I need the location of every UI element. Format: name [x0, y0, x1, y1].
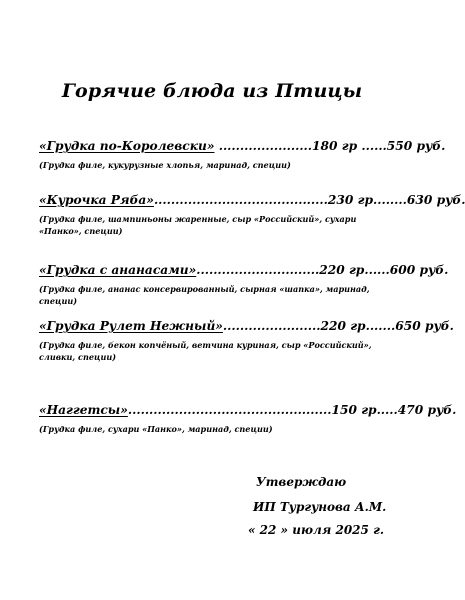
- menu-item-line: [39, 402, 457, 418]
- menu-item-price: .........................................230 гр........630 руб.: [153, 193, 465, 207]
- menu-item-price: .............................220 гр......600 руб.: [196, 263, 449, 277]
- menu-item-description: (Грудка филе, ананас консервированный, сырная «шапка», маринад, специи): [39, 284, 370, 306]
- menu-item: [39, 262, 449, 307]
- menu-item-price: ................................................150 гр.....470 руб.: [127, 403, 457, 417]
- menu-item-line: [39, 138, 446, 154]
- menu-item-name: «Грудка Рулет Нежный»: [39, 319, 223, 333]
- menu-item-description: (Грудка филе, кукурузные хлопья, маринад, специи): [39, 160, 291, 170]
- menu-item-price: ......................180 гр ......550 руб.: [214, 139, 446, 153]
- menu-item: [39, 318, 454, 363]
- menu-item: [39, 138, 446, 171]
- menu-item-line: [39, 192, 465, 208]
- menu-item: [39, 192, 465, 237]
- menu-item-line: [39, 318, 454, 334]
- page-title: Горячие блюда из Птицы: [61, 80, 363, 102]
- menu-item: [39, 402, 457, 435]
- menu-item-description: (Грудка филе, шампиньоны жаренные, сыр «Российский», сухари «Панко», специи): [39, 214, 357, 236]
- menu-item-name: «Грудка с ананасами»: [39, 263, 197, 277]
- approval-label: Утверждаю: [256, 475, 347, 489]
- menu-item-description: (Грудка филе, бекон копчёный, ветчина куриная, сыр «Российский», сливки, специи): [39, 340, 372, 362]
- approval-date: « 22 » июля 2025 г.: [248, 523, 384, 537]
- menu-item-description: (Грудка филе, сухари «Панко», маринад, специи): [39, 424, 273, 434]
- menu-item-line: [39, 262, 449, 278]
- menu-item-name: «Грудка по-Королевски»: [39, 139, 215, 153]
- signatory-name: ИП Тургунова А.М.: [253, 500, 387, 514]
- menu-item-name: «Наггетсы»: [39, 403, 128, 417]
- menu-item-name: «Курочка Ряба»: [39, 193, 154, 207]
- menu-item-price: .......................220 гр.......650 руб.: [222, 319, 454, 333]
